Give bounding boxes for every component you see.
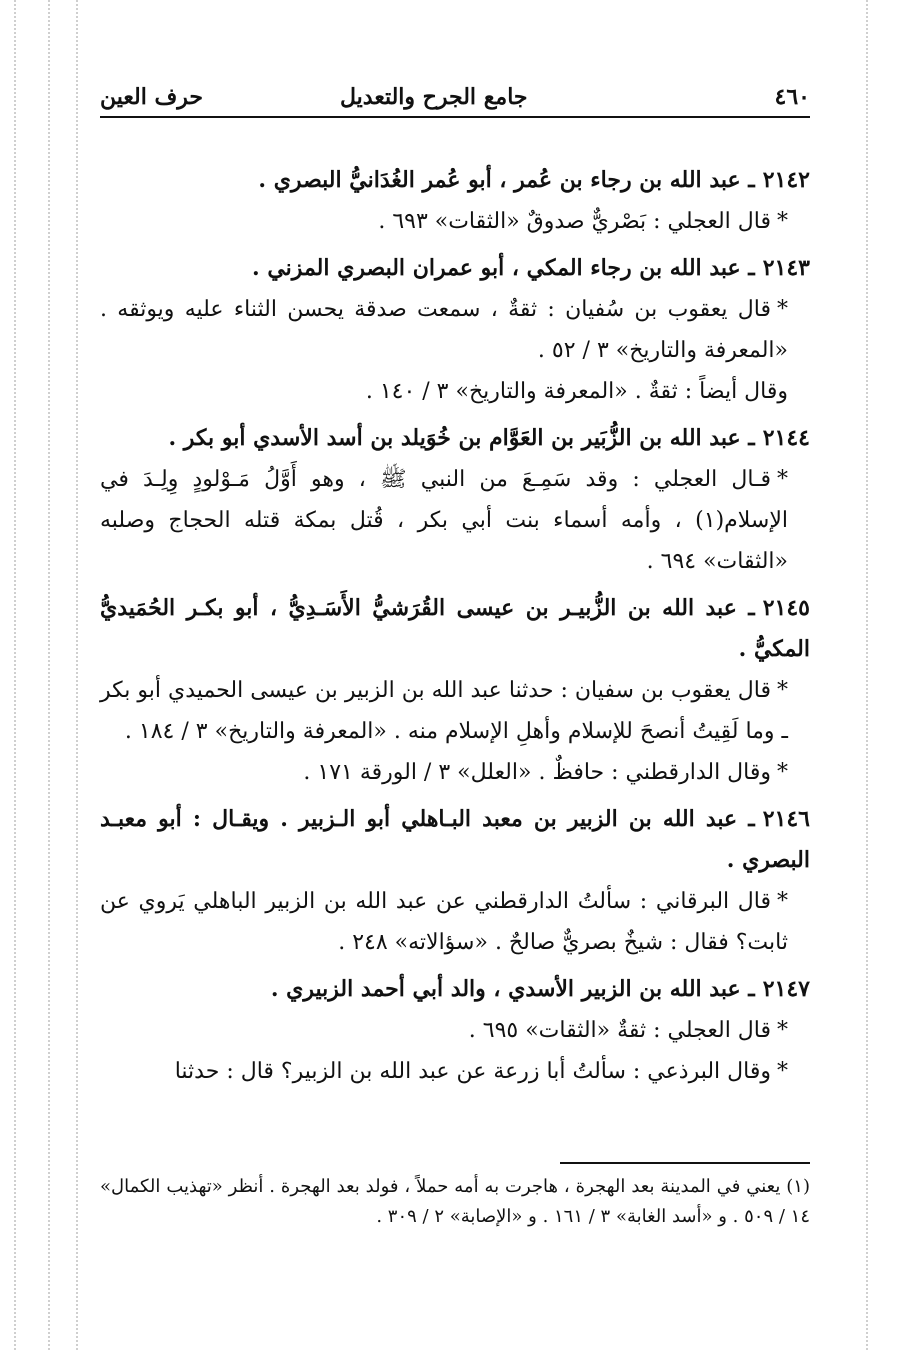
quote-text: وقال أيضاً : ثقةٌ . «المعرفة والتاريخ» ٣ / ١٤٠ . [365, 379, 788, 404]
entry-title: ـ عبد الله بن رجاء بن عُمر ، أبو عُمر الغُدَانيُّ البصري . [258, 167, 755, 193]
quote-text: قال البرقاني : سألتُ الدارقطني عن عبد الله بن الزبير الباهلي يَروي عن ثابت؟ فقال : شيخٌ بصريٌّ صالحٌ . «سؤالاته» ٢٤٨ . [100, 889, 788, 955]
quote-star-icon: * [777, 209, 788, 234]
quote-star-icon: * [777, 678, 788, 703]
entry-quote-continuation [100, 371, 810, 412]
quote-text: وقال الدارقطني : حافظٌ . «العلل» ٣ / الورقة ١٧١ . [303, 760, 771, 785]
entry-quote [100, 459, 810, 582]
quote-text: قال يعقوب بن سُفيان : ثقةٌ ، سمعت صدقة يحسن الثناء عليه ويوثقه . «المعرفة والتاريخ» ٣ / ٥٢ . [100, 297, 788, 363]
quote-star-icon: * [777, 1059, 788, 1084]
entry-number: ٢١٤٤ [762, 425, 810, 451]
entry-title: ـ عبد الله بن رجاء المكي ، أبو عمران البصري المزني . [252, 255, 755, 281]
page-number: ٤٦٠ [774, 84, 810, 110]
footnote [100, 1172, 810, 1232]
entry-2147 [100, 969, 810, 1092]
quote-star-icon: * [777, 889, 788, 914]
entry-heading [100, 418, 810, 459]
entry-quote [100, 201, 810, 242]
quote-star-icon: * [777, 1018, 788, 1043]
scan-artifact [76, 0, 78, 1350]
entry-heading [100, 969, 810, 1010]
entry-quote [100, 289, 810, 371]
scan-artifact [48, 0, 50, 1350]
entry-quote [100, 1010, 810, 1051]
entry-number: ٢١٤٢ [762, 167, 810, 193]
entry-heading [100, 248, 810, 289]
book-title: جامع الجرح والتعديل [340, 84, 528, 110]
entry-2146 [100, 799, 810, 963]
entry-title: ـ عبد الله بن الزُّبيـر بن عيسى القُرَشيُّ الأَسَـدِيُّ ، أبو بكـر الحُمَيديُّ المكيُّ . [100, 595, 810, 662]
quote-text: قال العجلي : بَصْريٌّ صدوقٌ «الثقات» ٦٩٣ . [378, 209, 771, 234]
entry-number: ٢١٤٦ [762, 806, 810, 832]
scan-artifact [866, 0, 868, 1350]
quote-text: وقال البرذعي : سألتُ أبا زرعة عن عبد الله بن الزبير؟ قال : حدثنا [174, 1059, 771, 1084]
entry-2142 [100, 160, 810, 242]
quote-star-icon: * [777, 467, 788, 492]
entry-quote [100, 752, 810, 793]
entry-2144 [100, 418, 810, 582]
entry-title: ـ عبد الله بن الزُّبَير بن العَوَّام بن خُوَيلد بن أسد الأسدي أبو بكر . [168, 425, 755, 451]
entry-number: ٢١٤٧ [762, 976, 810, 1002]
entry-heading [100, 588, 810, 670]
main-text [100, 160, 810, 1098]
entry-title: ـ عبد الله بن الزبير بن معبد البـاهلي أبو الـزبير . ويقـال : أبو معبـد البصري . [100, 806, 810, 873]
entry-2145 [100, 588, 810, 793]
entry-number: ٢١٤٥ [762, 595, 810, 621]
quote-text: قال يعقوب بن سفيان : حدثنا عبد الله بن الزبير بن عيسى الحميدي أبو بكر ـ وما لَقِيتُ أنصحَ للإسلام وأهلِ الإسلام منه . «المعرفة والتاريخ» ٣ / ١٨٤ . [100, 678, 788, 744]
section-title: حرف العين [100, 84, 204, 110]
footnote-divider [560, 1162, 810, 1164]
quote-text: قـال العجلي : وقد سَمِـعَ من النبي ﷺ ، وهو أَوَّلُ مَـوْلودٍ وِلِـدَ في الإسلام(١) ، وأمه أسماء بنت أبي بكر ، قُتل بمكة قتله الحجاج وصلبه «الثقات» ٦٩٤ . [100, 467, 788, 574]
entry-heading [100, 799, 810, 881]
entry-quote [100, 670, 810, 752]
entry-quote [100, 1051, 810, 1092]
footnote-text: (١) يعني في المدينة بعد الهجرة ، هاجرت به أمه حملاً ، فولد بعد الهجرة . أنظر «تهذيب الكمال» ١٤ / ٥٠٩ . و «أسد الغابة» ٣ / ١٦١ . و «الإصابة» ٢ / ٣٠٩ . [100, 1176, 810, 1227]
quote-star-icon: * [777, 760, 788, 785]
quote-text: قال العجلي : ثقةٌ «الثقات» ٦٩٥ . [468, 1018, 771, 1043]
entry-2143 [100, 248, 810, 412]
entry-heading [100, 160, 810, 201]
scan-artifact [14, 0, 16, 1350]
entry-title: ـ عبد الله بن الزبير الأسدي ، والد أبي أحمد الزبيري . [270, 976, 755, 1002]
entry-number: ٢١٤٣ [762, 255, 810, 281]
running-header [100, 80, 810, 118]
entry-quote [100, 881, 810, 963]
quote-star-icon: * [777, 297, 788, 322]
